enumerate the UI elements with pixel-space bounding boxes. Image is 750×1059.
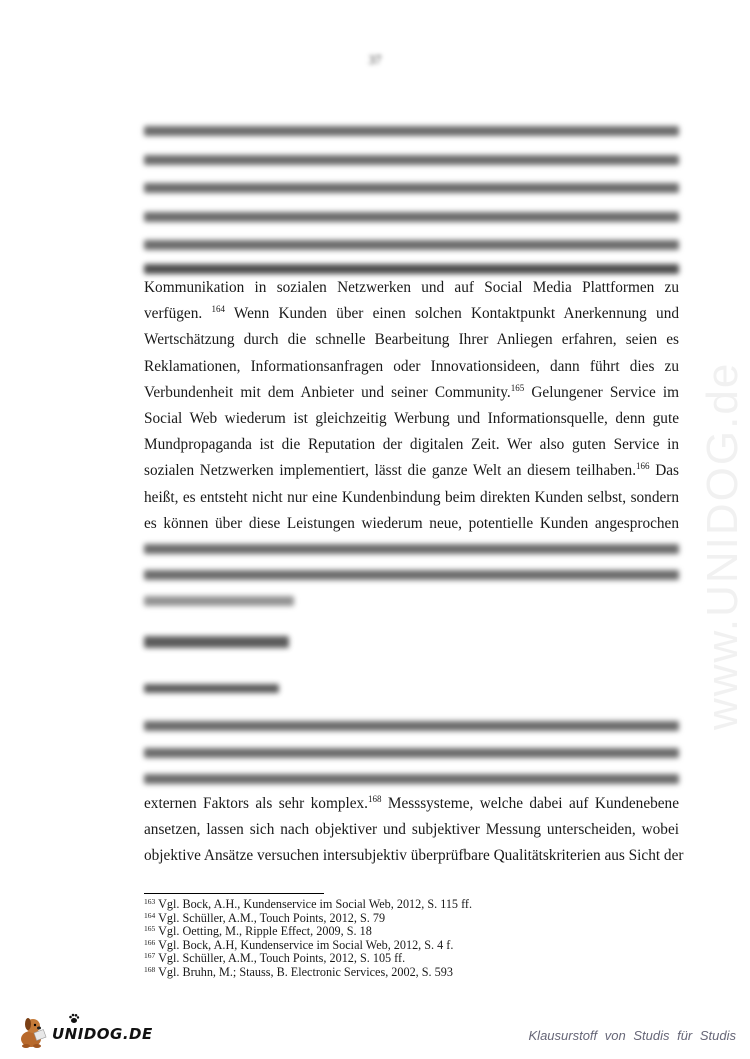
footnote-item (144, 966, 472, 980)
text-segment: Kommunikation in sozialen Netzwerken und auf Social Media Plattformen zu (144, 279, 679, 296)
text-segment: Mundpropaganda ist die Reputation der digitalen Zeit. Wer also guten Service in (144, 436, 679, 454)
text-segment: Messsysteme, welche dabei auf Kundenebene (381, 795, 679, 812)
footnote-text: Vgl. Schüller, A.M., Touch Points, 2012, S. 79 (155, 910, 386, 925)
text-segment: Verbundenheit mit dem Anbieter und seiner Community. (144, 383, 511, 401)
unidog-logo[interactable] (18, 1013, 153, 1049)
footnote-item (144, 925, 472, 939)
footnote-number: 165 (144, 924, 156, 934)
blurred-line (144, 174, 679, 203)
footnote-text: Vgl. Oetting, M., Ripple Effect, 2009, S. 18 (155, 924, 372, 939)
text-segment: externen Faktors als sehr komplex. (144, 795, 368, 812)
blurred-paragraph-tail (144, 535, 679, 613)
text-line (144, 406, 679, 432)
text-segment: heißt, es entsteht nicht nur eine Kundenbindung beim direkten Kunden selbst, sondern (144, 488, 679, 506)
text-line (144, 327, 679, 353)
text-segment: Reklamationen, Informationsanfragen oder Innovationsideen, dann führt dies zu (144, 357, 679, 375)
blurred-line (144, 117, 679, 146)
footer-tagline: Klausurstoff von Studis für Studis (528, 1028, 736, 1043)
blurred-line (144, 535, 679, 561)
footnote-ref[interactable]: 164 (211, 304, 225, 315)
text-line (144, 817, 679, 843)
body-paragraph-visible-bottom (144, 791, 684, 870)
footnote-item (144, 912, 472, 926)
text-segment: Das (649, 462, 679, 480)
text-line (144, 354, 679, 380)
footnote-number: 166 (144, 937, 156, 947)
text-line (144, 275, 679, 301)
footnote-item (144, 898, 472, 912)
footnote-item (144, 939, 472, 953)
paw-icon (68, 1013, 80, 1024)
footnote-text: Vgl. Bock, A.H., Kundenservice im Social Web, 2012, S. 115 ff. (155, 897, 473, 911)
blurred-line (144, 765, 679, 792)
text-line (144, 301, 679, 327)
footnote-text: Vgl. Bruhn, M.; Stauss, B. Electronic Services, 2002, S. 593 (155, 964, 453, 979)
footnote-number: 168 (144, 964, 156, 974)
subsection-heading-blurred (144, 684, 279, 693)
text-line (144, 485, 679, 511)
text-line (144, 458, 679, 484)
footnote-ref[interactable]: 166 (636, 461, 650, 472)
footnote-item (144, 952, 472, 966)
footnote-number: 163 (144, 897, 156, 906)
dog-mascot-icon (18, 1015, 50, 1049)
blurred-line (144, 561, 679, 587)
blurred-line (144, 712, 679, 739)
text-segment: Social Web wiederum ist gleichzeitig Werbung und Informationsquelle, denn gute (144, 409, 679, 427)
page-number: 37 (368, 52, 382, 67)
text-segment: Wertschätzung durch die schnelle Bearbeitung Ihrer Anliegen erfahren, seien es (144, 331, 679, 349)
footnote-text: Vgl. Bock, A.H, Kundenservice im Social Web, 2012, S. 4 f. (155, 937, 454, 952)
blurred-line (144, 587, 679, 613)
footnote-text: Vgl. Schüller, A.M., Touch Points, 2012, S. 105 ff. (155, 951, 406, 966)
blurred-line (144, 231, 679, 260)
text-segment: objektive Ansätze versuchen intersubjektiv überprüfbare Qualitätskriterien aus Sicht der (144, 847, 684, 865)
text-line (144, 432, 679, 458)
footnote-ref[interactable]: 165 (510, 382, 525, 393)
footnote-ref[interactable]: 168 (368, 794, 382, 804)
footnote-divider (144, 893, 324, 894)
text-line (144, 511, 679, 537)
text-line (144, 380, 679, 406)
blurred-paragraph-bottom (144, 712, 679, 792)
text-segment: verfügen. (144, 305, 212, 323)
text-segment: ansetzen, lassen sich nach objektiver und subjektiver Messung unterscheiden, wobei (144, 821, 679, 839)
blurred-line (144, 146, 679, 175)
body-paragraph-visible (144, 275, 679, 537)
watermark: www.UNIDOG.de (698, 361, 747, 730)
blurred-line (144, 203, 679, 232)
logo-text: UNIDOG.DE (52, 1025, 153, 1043)
section-heading-blurred (144, 636, 289, 648)
footnote-number: 167 (144, 951, 156, 961)
blurred-line (144, 739, 679, 766)
blurred-paragraph-top (144, 117, 679, 278)
footnotes (144, 898, 472, 980)
text-segment: sozialen Netzwerken implementiert, lässt die ganze Welt an diesem teilhaben. (144, 462, 637, 480)
text-segment: Gelungener Service im (524, 383, 680, 401)
text-segment: es können über diese Leistungen wiederum neue, potentielle Kunden angesprochen (144, 514, 679, 532)
text-segment: Wenn Kunden über einen solchen Kontaktpunkt Anerkennung und (224, 305, 679, 323)
text-line (144, 843, 684, 869)
text-line (144, 791, 679, 817)
footnote-number: 164 (144, 910, 156, 920)
